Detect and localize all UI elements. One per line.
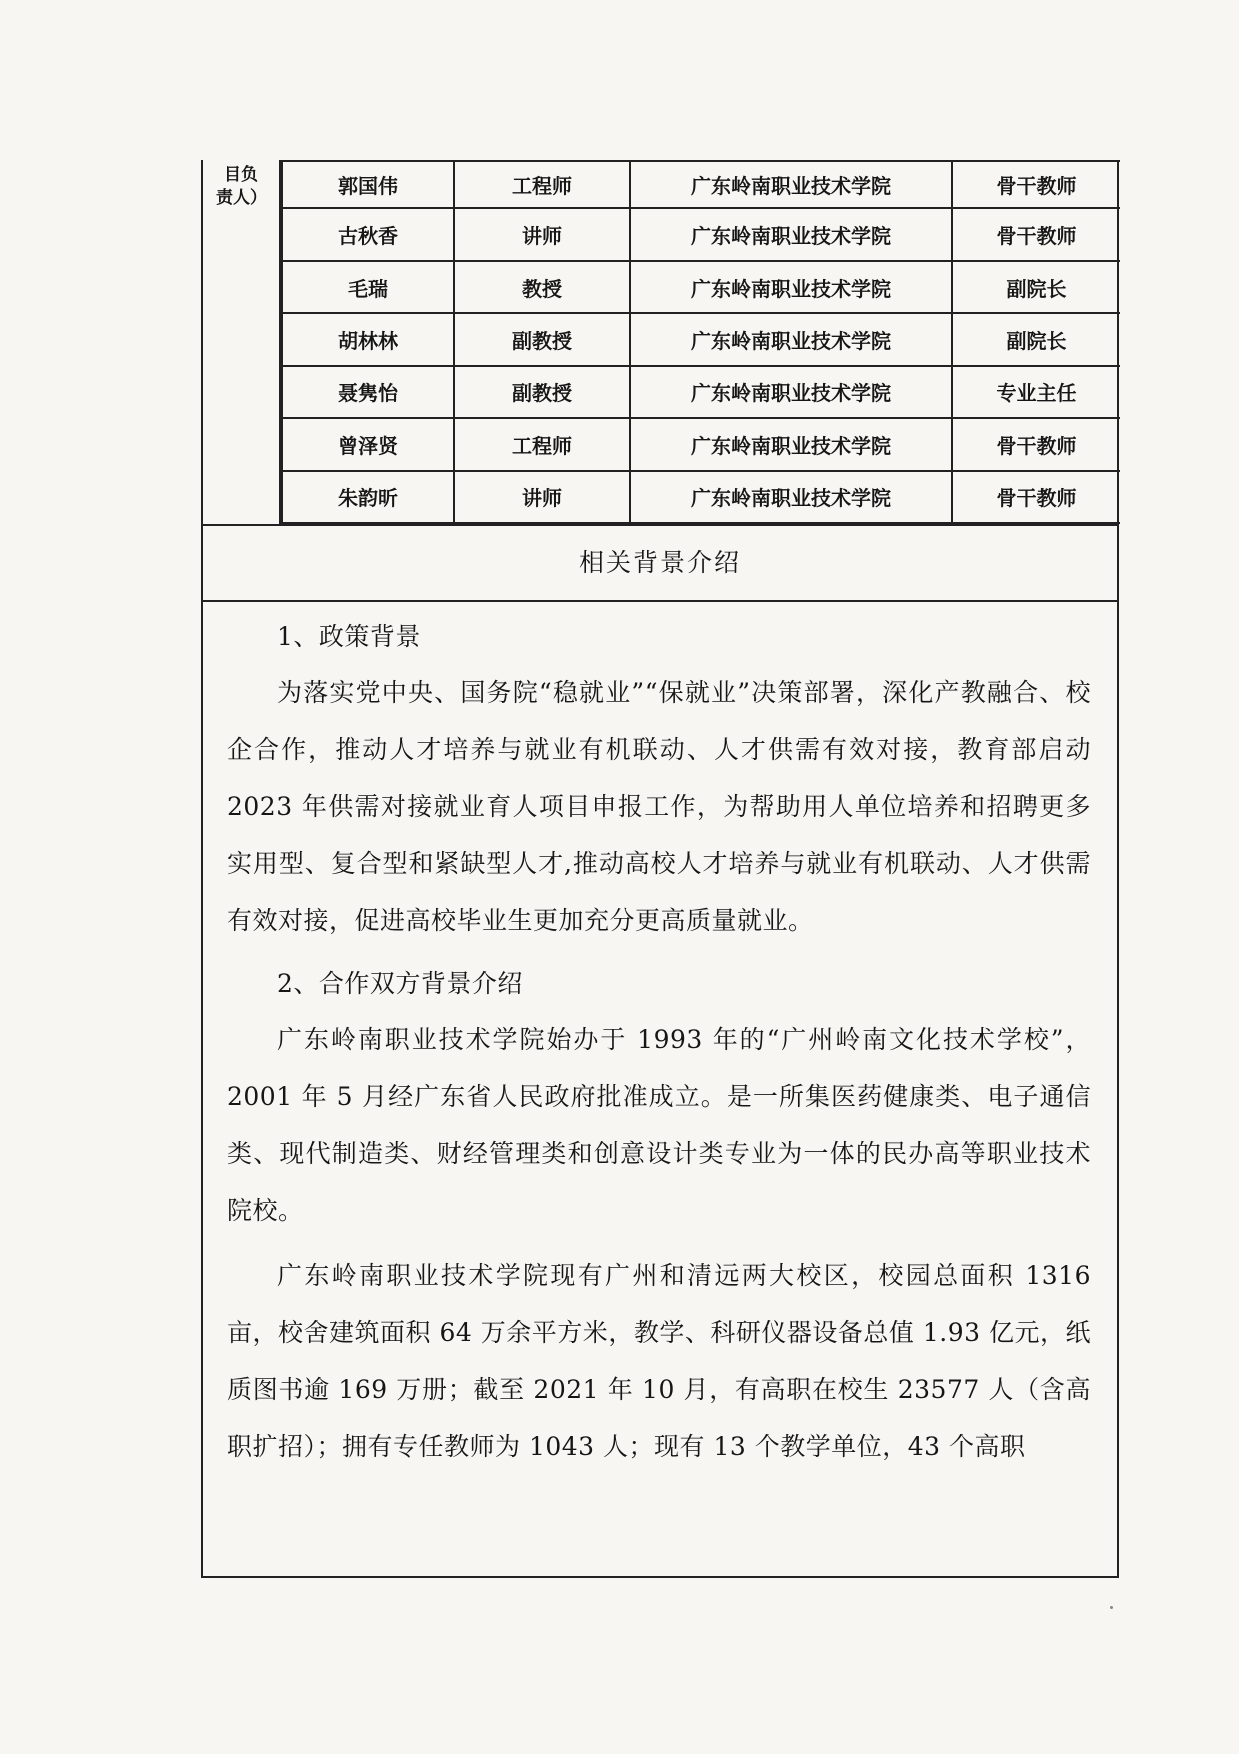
member-role: 副院长 xyxy=(952,313,1120,365)
college-history-paragraph: 广东岭南职业技术学院始办于 1993 年的“广州岭南文化技术学校”，2001 年 5 月经广东省人民政府批准成立。是一所集医药健康类、电子通信类、现代制造类、财经管理类和创意设计类专业为一体的民办高等职业技术院校。 xyxy=(227,1025,1091,1225)
member-name: 聂隽怡 xyxy=(282,366,454,418)
member-organization: 广东岭南职业技术学院 xyxy=(630,208,952,260)
project-leader-label: 目负 责人） xyxy=(216,165,267,208)
member-name: 曾泽贤 xyxy=(282,418,454,470)
member-organization: 广东岭南职业技术学院 xyxy=(630,161,952,208)
team-members-table xyxy=(281,160,1120,524)
member-title: 工程师 xyxy=(454,418,630,470)
member-name: 郭国伟 xyxy=(282,161,454,208)
member-name: 胡林林 xyxy=(282,313,454,365)
member-organization: 广东岭南职业技术学院 xyxy=(630,366,952,418)
table-row xyxy=(282,161,1120,208)
table-row xyxy=(282,208,1120,260)
table-row xyxy=(282,471,1120,524)
scan-speck xyxy=(1110,1606,1113,1609)
member-title: 副教授 xyxy=(454,366,630,418)
project-leader-label-cell xyxy=(203,160,281,524)
member-title: 讲师 xyxy=(454,208,630,260)
section-title: 相关背景介绍 xyxy=(203,524,1117,602)
member-name: 古秋香 xyxy=(282,208,454,260)
member-role: 骨干教师 xyxy=(952,208,1120,260)
member-organization: 广东岭南职业技术学院 xyxy=(630,261,952,313)
background-content xyxy=(203,602,1117,1475)
member-name: 毛瑞 xyxy=(282,261,454,313)
table-row xyxy=(282,418,1120,470)
member-name: 朱韵昕 xyxy=(282,471,454,524)
member-role: 骨干教师 xyxy=(952,471,1120,524)
policy-background-paragraph: 为落实党中央、国务院“稳就业”“保就业”决策部署，深化产教融合、校企合作，推动人才培养与就业有机联动、人才供需有效对接，教育部启动 2023 年供需对接就业育人项目申报工作，为帮助用人单位培养和招聘更多实用型、复合型和紧缺型人才,推动高校人才培养与就业有机联动、人才供需有效对接，促进高校毕业生更加充分更高质量就业。 xyxy=(227,678,1091,935)
member-title: 副教授 xyxy=(454,313,630,365)
college-facilities-paragraph: 广东岭南职业技术学院现有广州和清远两大校区，校园总面积 1316 亩，校舍建筑面积 64 万余平方米，教学、科研仪器设备总值 1.93 亿元，纸质图书逾 169 万册；截至 2021 年 10 月，有高职在校生 23577 人（含高职扩招）；拥有专任教师为 1043 人；现有 13 个教学单位，43 个高职 xyxy=(227,1261,1091,1461)
member-title: 工程师 xyxy=(454,161,630,208)
partners-background-heading: 2、合作双方背景介绍 xyxy=(277,969,523,998)
member-title: 教授 xyxy=(454,261,630,313)
member-role: 骨干教师 xyxy=(952,161,1120,208)
member-organization: 广东岭南职业技术学院 xyxy=(630,313,952,365)
member-role: 副院长 xyxy=(952,261,1120,313)
document-table-frame xyxy=(201,160,1119,1578)
member-organization: 广东岭南职业技术学院 xyxy=(630,418,952,470)
member-organization: 广东岭南职业技术学院 xyxy=(630,471,952,524)
table-row xyxy=(282,261,1120,313)
table-row xyxy=(282,313,1120,365)
member-title: 讲师 xyxy=(454,471,630,524)
member-role: 专业主任 xyxy=(952,366,1120,418)
table-row xyxy=(282,366,1120,418)
policy-background-heading: 1、政策背景 xyxy=(277,622,421,651)
member-role: 骨干教师 xyxy=(952,418,1120,470)
